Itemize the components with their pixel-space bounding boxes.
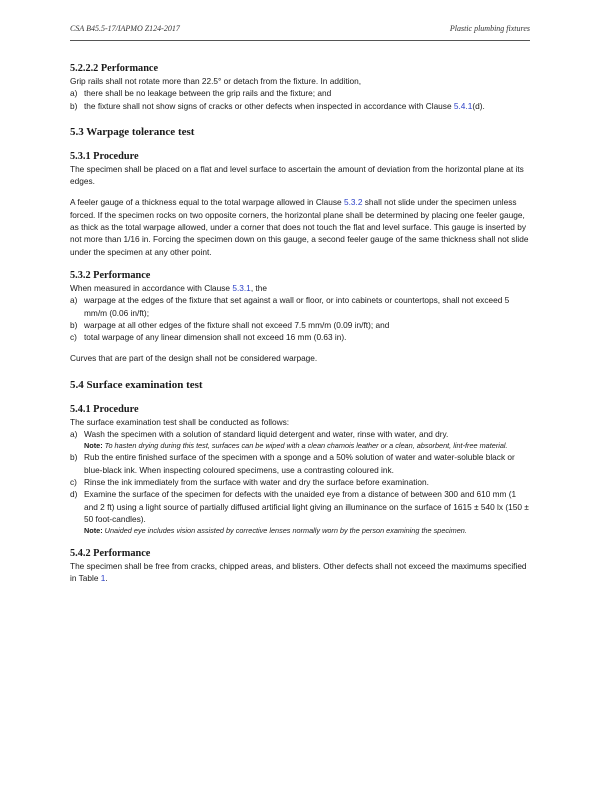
clause-link[interactable]: 5.4.1 — [453, 100, 473, 111]
list-label: b) — [70, 319, 78, 330]
section-5-4-2 — [70, 547, 532, 585]
clause-link[interactable]: 5.3.2 — [343, 197, 363, 208]
note — [70, 525, 532, 536]
list-label: b) — [70, 452, 78, 463]
list-text: Examine the surface of the specimen for defects with the unaided eye from a distance of between 300 and 610 mm (1 and 2 ft) using a light source of partially diffused artificial light giving an illuminance on the surface of 1615 ± 540 lx (150 ± 50 foot-candles). — [84, 489, 529, 524]
list-label: c) — [70, 332, 77, 343]
section-heading: 5.4.2 Performance — [70, 548, 151, 560]
section-heading: 5.3.2 Performance — [70, 269, 151, 281]
note-text: Unaided eye includes vision assisted by corrective lenses normally worn by the person examining the specimen. — [102, 526, 467, 536]
header-standard-id: CSA B45.5-17/IAPMO Z124-2017 — [70, 24, 180, 33]
list-item — [70, 319, 532, 331]
paragraph: Grip rails shall not rotate more than 22.5° or detach from the fixture. In addition, — [70, 76, 362, 86]
list-label: c) — [70, 476, 77, 487]
section-5-3-1 — [70, 150, 532, 258]
list-text: the fixture shall not show signs of cracks or other defects when inspected in accordance with Clause 5.4.1(d). — [84, 100, 485, 111]
list-item — [70, 451, 532, 476]
note-label: Note: — [84, 441, 103, 451]
list-item — [70, 100, 532, 112]
list-item — [70, 476, 532, 488]
section-5-2-2-2 — [70, 62, 532, 112]
list-label: a) — [70, 88, 78, 99]
section-heading: 5.2.2.2 Performance — [70, 63, 159, 74]
list-text: there shall be no leakage between the grip rails and the fixture; and — [84, 88, 332, 99]
paragraph: A feeler gauge of a thickness equal to the total warpage allowed in Clause 5.3.2 shall not slide under the specimen unless forced. If the specimen rocks on two opposite corners, the horizontal plane shall be determined by placing one feeler gauge, as thick as the total warpage allowed, under a corner that does not touch the flat and level surface. This gauge is inserted by not more than 1/16 in. Forcing the specimen down on this gauge, a second feeler gauge of the same thickness shall not slide under the specimen at any other point. — [70, 197, 529, 257]
paragraph: When measured in accordance with Clause 5.3.1, the — [70, 282, 267, 293]
note-label: Note: — [84, 526, 103, 536]
header-document-title: Plastic plumbing fixtures — [449, 24, 530, 33]
list-text: warpage at the edges of the fixture that set against a wall or floor, or into cabinets or countertops, shall not exceed 5 mm/m (0.06 in/ft); — [84, 295, 510, 318]
list-text: Rub the entire finished surface of the specimen with a sponge and a 50% solution of water and water-soluble black or blue-black ink. When inspecting coloured specimens, use a contrasting coloured ink. — [84, 452, 515, 475]
clause-link[interactable]: 5.3.1 — [232, 282, 251, 293]
list-item — [70, 294, 532, 319]
running-header — [70, 24, 530, 38]
list-item — [70, 87, 532, 99]
list-item — [70, 488, 532, 525]
section-heading: 5.4.1 Procedure — [70, 403, 139, 415]
list-text: Wash the specimen with a solution of standard liquid detergent and water, rinse with water, and dry. — [84, 429, 449, 440]
list-label: d) — [70, 489, 78, 500]
section-5-3-2 — [70, 269, 532, 365]
page-body — [70, 62, 532, 585]
list-label: b) — [70, 100, 78, 111]
section-heading: 5.4 Surface examination test — [70, 378, 203, 391]
section-heading: 5.3.1 Procedure — [70, 150, 139, 162]
list-label: a) — [70, 429, 78, 440]
list-text: Rinse the ink immediately from the surface with water and dry the surface before examination. — [84, 476, 429, 487]
list-text: warpage at all other edges of the fixture shall not exceed 7.5 mm/m (0.09 in/ft); and — [84, 319, 390, 330]
note-text: To hasten drying during this test, surfaces can be wiped with a clean chamois leather or a clean, absorbent, lint-free material. — [102, 441, 508, 451]
note — [70, 440, 532, 451]
paragraph: Curves that are part of the design shall not be considered warpage. — [70, 353, 318, 364]
paragraph: The specimen shall be placed on a flat and level surface to ascertain the amount of deviation from the horizontal plane at its edges. — [70, 163, 524, 187]
table-link[interactable]: 1 — [100, 573, 106, 584]
list-item — [70, 331, 532, 343]
section-5-4-1 — [70, 403, 532, 536]
list-item — [70, 428, 532, 440]
section-heading: 5.3 Warpage tolerance test — [70, 125, 195, 138]
header-rule — [70, 40, 530, 41]
paragraph: The specimen shall be free from cracks, chipped areas, and blisters. Other defects shall not exceed the maximums specified in Table 1. — [70, 561, 527, 584]
list-text: total warpage of any linear dimension shall not exceed 16 mm (0.63 in). — [84, 332, 347, 343]
list-label: a) — [70, 295, 78, 306]
paragraph: The surface examination test shall be conducted as follows: — [70, 416, 290, 427]
